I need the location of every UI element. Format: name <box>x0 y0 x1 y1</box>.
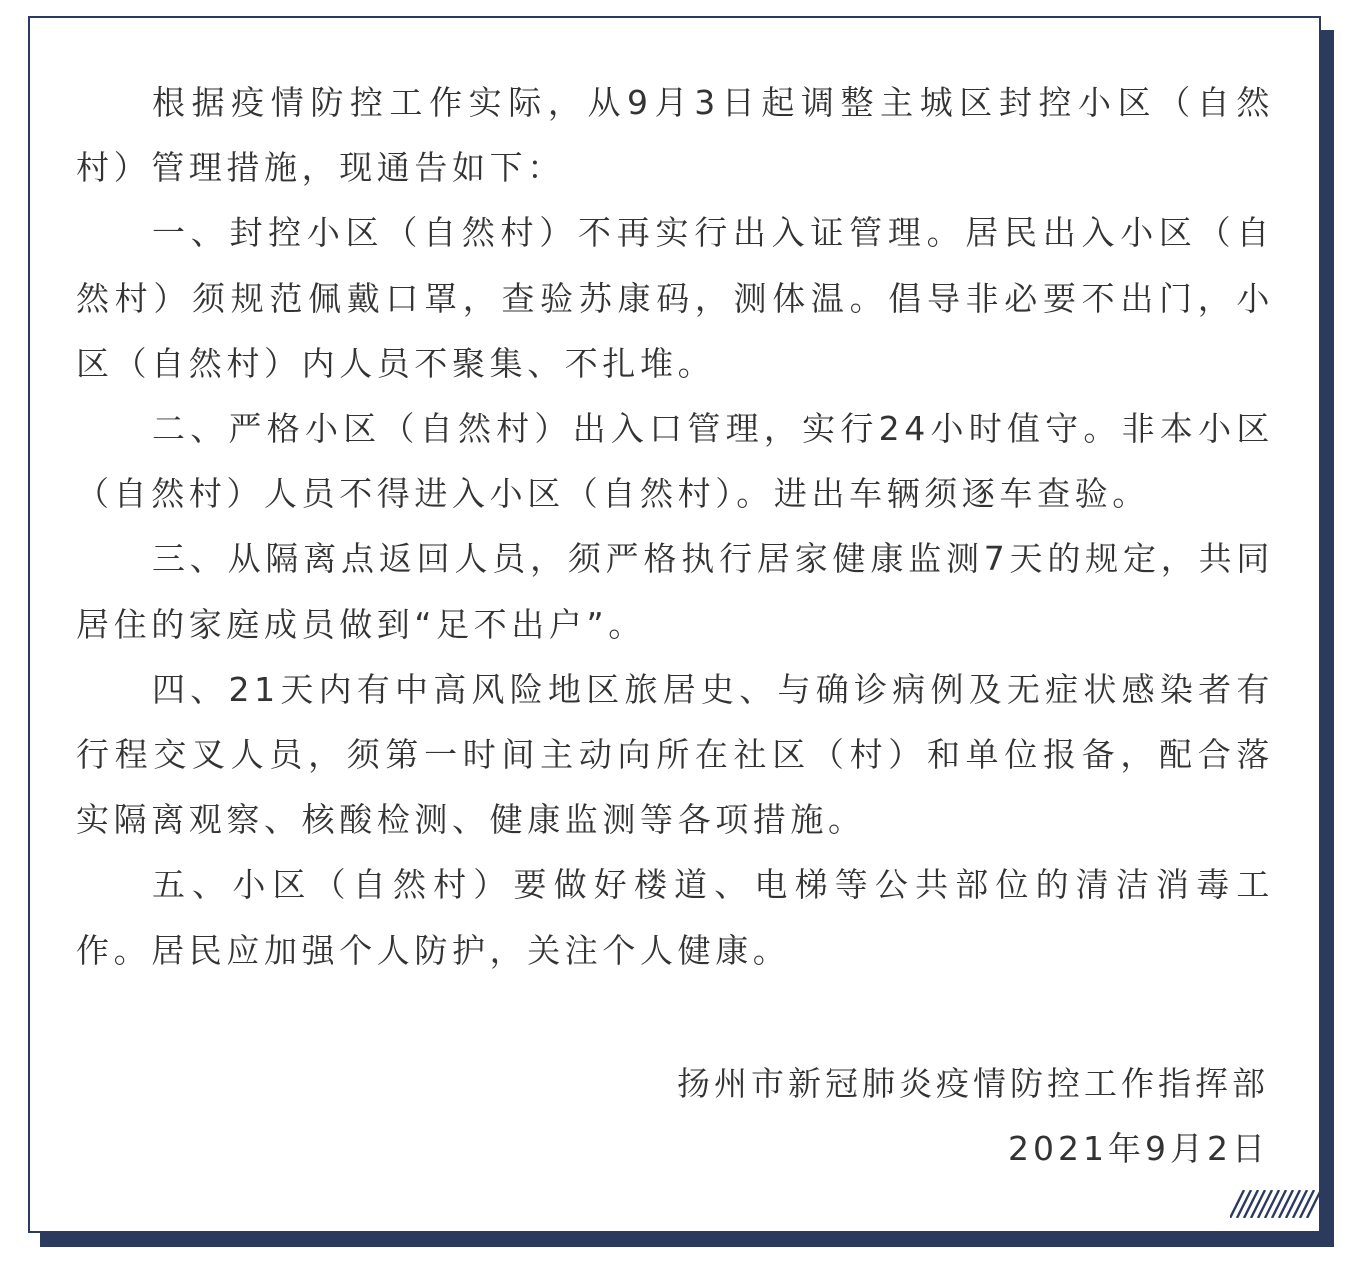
corner-hatch-decoration <box>1230 1190 1322 1218</box>
issue-date: 2021年9月2日 <box>1008 1129 1269 1169</box>
notice-item-5: 五、小区（自然村）要做好楼道、电梯等公共部位的清洁消毒工作。居民应加强个人防护，关注个人健康。 <box>76 865 1274 970</box>
notice-item-1: 一、封控小区（自然村）不再实行出入证管理。居民出入小区（自然村）须规范佩戴口罩，查验苏康码，测体温。倡导非必要不出门，小区（自然村）内人员不聚集、不扎堆。 <box>76 213 1274 383</box>
notice-item-2: 二、严格小区（自然村）出入口管理，实行24小时值守。非本小区（自然村）人员不得进入小区（自然村）。进出车辆须逐车查验。 <box>76 409 1274 514</box>
signature-block <box>677 1051 1269 1181</box>
notice-body <box>76 70 1274 983</box>
notice-item-4: 四、21天内有中高风险地区旅居史、与确诊病例及无症状感染者有行程交叉人员，须第一时间主动向所在社区（村）和单位报备，配合落实隔离观察、核酸检测、健康监测等各项措施。 <box>76 669 1274 840</box>
notice-intro-paragraph: 根据疫情防控工作实际，从9月3日起调整主城区封控小区（自然村）管理措施，现通告如下： <box>76 83 1274 188</box>
notice-card <box>28 16 1321 1233</box>
notice-item-3: 三、从隔离点返回人员，须严格执行居家健康监测7天的规定，共同居住的家庭成员做到“足不出户”。 <box>76 539 1274 644</box>
issuer-name: 扬州市新冠肺炎疫情防控工作指挥部 <box>677 1064 1269 1103</box>
